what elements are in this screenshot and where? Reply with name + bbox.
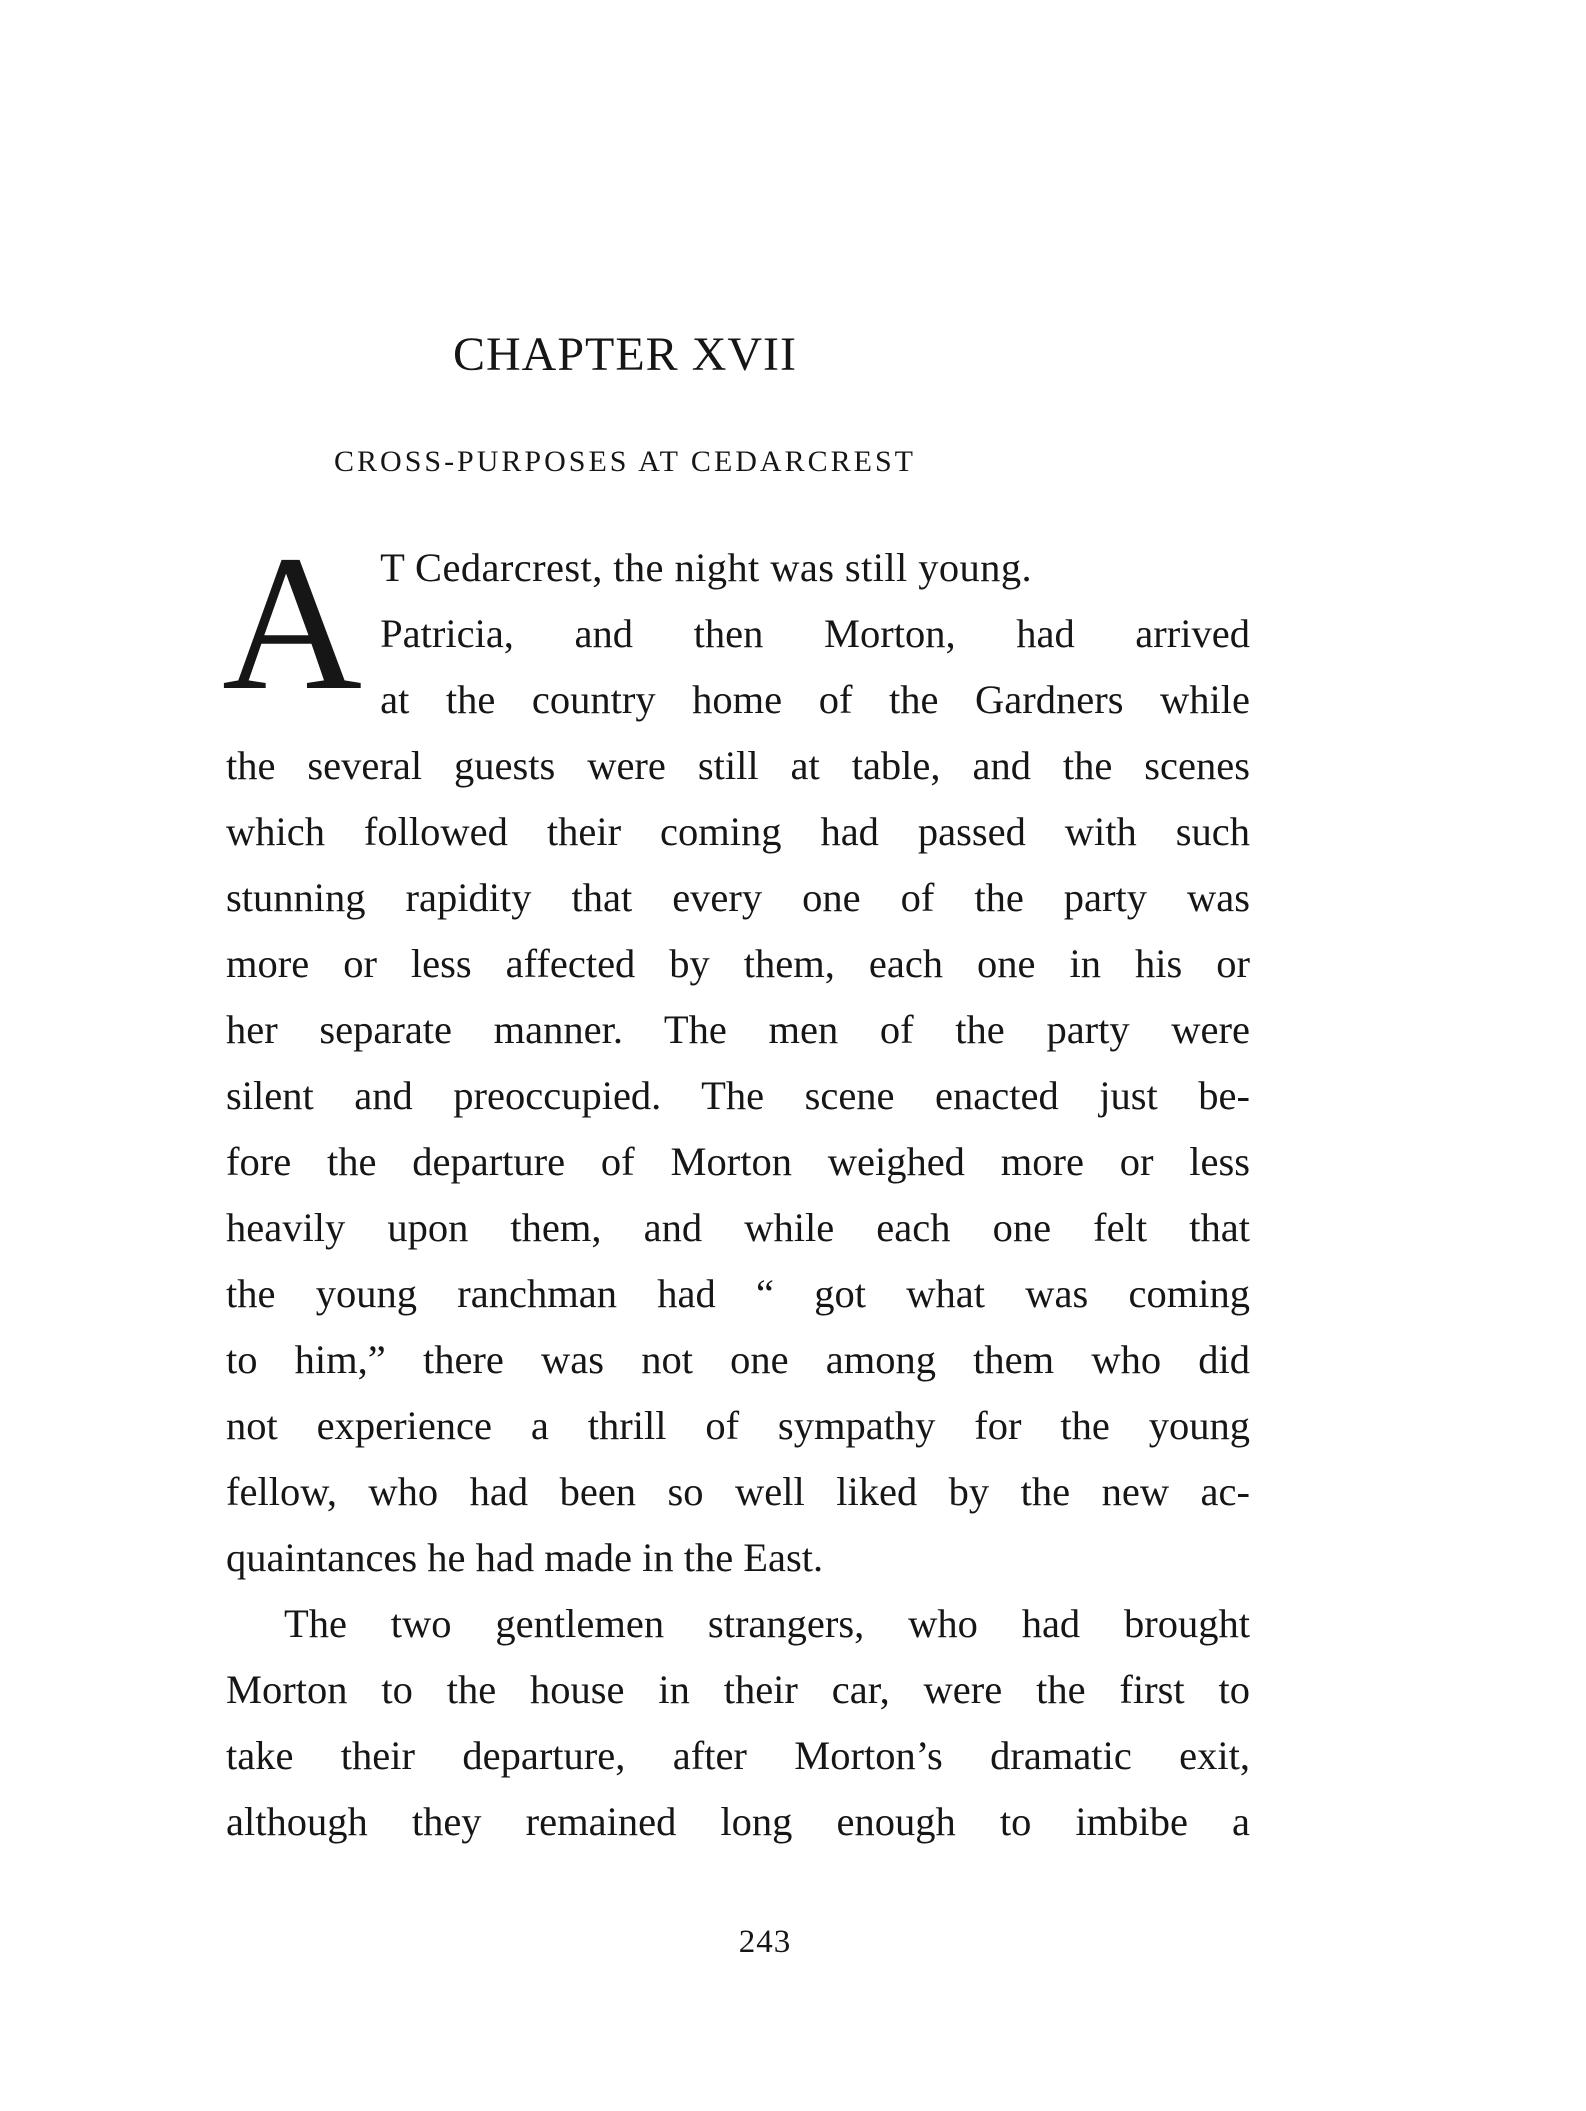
- text-line: not experience a thrill of sympathy for the young: [226, 1403, 1250, 1448]
- page-number: 243: [738, 1924, 792, 1960]
- text-line: the several guests were still at table, and the scenes: [226, 743, 1250, 788]
- text-line: heavily upon them, and while each one felt that: [226, 1205, 1250, 1250]
- text-line: fellow, who had been so well liked by the new ac-: [226, 1469, 1250, 1514]
- text-line: silent and preoccupied. The scene enacted just be-: [226, 1073, 1250, 1118]
- body-text: [222, 515, 1250, 1855]
- text-line: the young ranchman had “ got what was coming: [226, 1271, 1250, 1316]
- text-line: The two gentlemen strangers, who had brought: [284, 1601, 1250, 1646]
- text-line: stunning rapidity that every one of the party was: [226, 875, 1250, 920]
- text-line: to him,” there was not one among them who did: [226, 1337, 1250, 1382]
- chapter-subtitle: CROSS-PURPOSES AT CEDARCREST: [334, 445, 916, 478]
- text-line: fore the departure of Morton weighed more or less: [226, 1139, 1250, 1184]
- text-line: more or less affected by them, each one in his or: [226, 941, 1250, 986]
- text-line: her separate manner. The men of the party were: [226, 1007, 1250, 1052]
- text-line: Patricia, and then Morton, had arrived: [380, 611, 1250, 656]
- text-line: which followed their coming had passed with such: [226, 809, 1250, 854]
- text-line: T Cedarcrest, the night was still young.: [380, 545, 1033, 590]
- text-line: Morton to the house in their car, were the first to: [226, 1667, 1250, 1712]
- text-line: quaintances he had made in the East.: [226, 1535, 824, 1580]
- chapter-title: CHAPTER XVII: [453, 328, 797, 381]
- text-line: take their departure, after Morton’s dramatic exit,: [226, 1733, 1250, 1778]
- text-line: although they remained long enough to imbibe a: [226, 1799, 1250, 1844]
- text-line: at the country home of the Gardners while: [380, 677, 1250, 722]
- drop-cap: A: [222, 515, 363, 730]
